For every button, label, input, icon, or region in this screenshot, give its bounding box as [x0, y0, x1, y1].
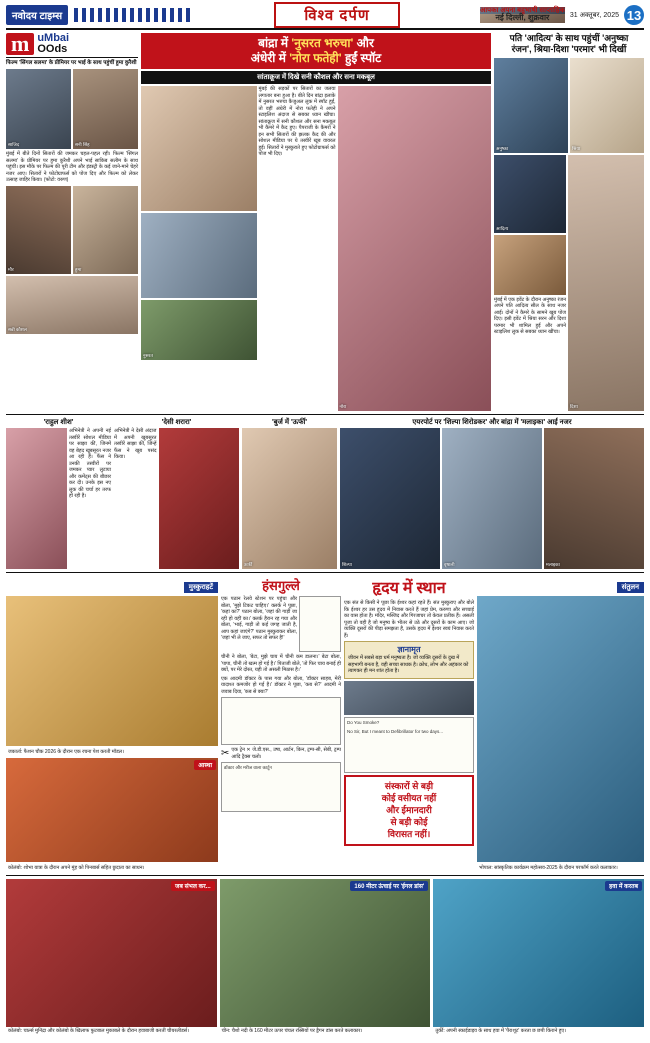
- photo-celeb-c: [141, 300, 257, 360]
- headline-post-2: हुईं स्पॉट: [341, 51, 382, 65]
- joke-3-text: एक आदमी डॉक्टर के पास गया और बोला, 'डॉक्टर साहब, मेरी यादाश्त कमजोर हो गई है।' डॉक्टर ने पूछा, 'कब से?' आदमी ने जवाब दिया, 'कब से क्या?': [221, 675, 341, 695]
- photo-jakarta-model: [6, 596, 218, 746]
- right-lower: [494, 155, 644, 412]
- feature-title: 'बुर्ज में 'ऊर्फी': [272, 419, 307, 426]
- joke-2-text: चीनी ने बोला, 'बेटा, मुझे चाय में चीनी कम डालना।' बेटा बोला, 'पापा, चीनी तो खत्म हो गई है।' पिताजी बोले, 'तो फिर चाय बनाई ही क्यों, पर मेरे दोस्त, यही तो असली मिठास है।': [221, 654, 341, 673]
- photo-caption-name: अनुष्का: [496, 145, 509, 151]
- publication-place: नई दिल्ली, शुक्रवार: [480, 14, 565, 23]
- photo-malaika: [544, 428, 644, 569]
- quote-line-1: संस्कारों से बड़ी: [384, 780, 434, 791]
- photo-shilpa: [340, 428, 440, 569]
- photo-sunny-singh: [73, 69, 138, 149]
- main-headline: [141, 33, 491, 69]
- quote-line-5: विरासत नहीं।: [387, 829, 431, 840]
- row-bottom-photos: [6, 875, 644, 1035]
- feature-urfi: [242, 418, 337, 569]
- caption-dragon-dance: चीन: चैशो नदी के 160 मीटर ऊपर चंचल रस्सियों पर ड्रैगन डांस करते कलाकार।: [220, 1027, 431, 1035]
- right-headline-line-2: रंजन', श्रिया-दिशा 'परमार' भी दिखीं: [511, 44, 627, 55]
- caption-cheerleaders: कोलंबो: चार्ल्स मुनिंद्रा और कोलंबो के खिलाफ फुटबाल मुकाबले के दौरान हवाबाजी करतीं चीयरलीडर्स।: [6, 1027, 217, 1035]
- brand-line-1: uMbai: [37, 32, 70, 44]
- photo-extra-1: [494, 235, 566, 295]
- photo-disha: [568, 155, 644, 412]
- cartoon-3: [221, 762, 341, 812]
- photo-caption-name: वृषाली: [444, 562, 455, 567]
- aastha-block: [6, 758, 218, 862]
- cartoon-smoke-question: Do You Smoke?: [347, 719, 380, 725]
- hriday-body: एक संत से किसी ने पूछा कि ईश्वर कहां रहते हैं। संत मुस्कुराए और बोले कि ईश्वर हर उस हृदय में निवास करते हैं जहां प्रेम, करुणा और सच्चाई का वास होता है। मंदिर, मस्जिद और गिरजाघर तो केवल प्रतीक हैं। असली पूजा तो वही है जो मनुष्य के भीतर से उठे और दूसरों के काम आए। जो व्यक्ति दूसरों की पीड़ा समझता है, उसके हृदय में ईश्वर स्वयं निवास करते हैं।: [344, 600, 474, 639]
- photo-cheerleaders: [6, 879, 217, 1027]
- right-photo-grid-1: [494, 58, 644, 153]
- photo-shriya: [570, 58, 644, 153]
- caption-jakarta: जकार्ता: फैशन चौक 2026 के दौरान एक रचना पेश करती मॉडल।: [6, 748, 218, 756]
- gyanamrit-title: ज्ञानामृत: [397, 645, 421, 654]
- section-title: विश्व दर्पण: [274, 2, 399, 28]
- column-hriday: [344, 576, 474, 872]
- page-number: 13: [624, 5, 644, 25]
- photo-huma: [73, 186, 138, 274]
- headline-pre-2: अंधेरी में: [250, 51, 290, 65]
- photo-gyan-illustration: [344, 681, 474, 715]
- decorative-stripes: [74, 8, 194, 22]
- publication-logo: नवोदय टाइम्स: [6, 5, 68, 25]
- main-text-col: [259, 86, 336, 411]
- train-strip-wrap: [221, 747, 341, 760]
- column-hansgulle: [221, 576, 341, 872]
- quote-line-4: से बड़ी कोई: [390, 817, 428, 828]
- column-mumbai-moods: [6, 33, 138, 411]
- main-body-text: मुंबई की सड़कों पर सितारों का जलवा लगातार बना हुआ है। बीते दिन बांद्रा इलाके में नुसरत भरुचा कैजुअल लुक में स्पॉट हुईं, तो वहीं अंधेरी में नोरा फतेही ने अपने स्टाइलिश अंदाज से सबका ध्यान खींचा। सांताक्रूज में सनी कौशल और सना मकबूल भी कैमरे में कैद हुए। पैपराजी के कैमरों ने इन सभी सितारों की झलक कैद की और सोशल मीडिया पर ये तस्वीरें खूब वायरल हुईं। सितारों ने मुस्कुराते हुए फोटोग्राफर्स को पोज भी दिए।: [258, 86, 336, 157]
- photo-aditya: [494, 155, 566, 233]
- photo-caption-name: मौर: [8, 266, 14, 272]
- headline-line-2: [145, 51, 487, 66]
- scissors-icon: ✂: [221, 748, 230, 759]
- gyanamrit-box: [344, 641, 474, 679]
- feature-body: अभिनेत्री ने अपनी नई तस्वीरें सोशल मीडिया पर साझा कीं, जिनमें वह बेहद खूबसूरत नजर आ रही हैं। फैंस ने उनकी तस्वीरों पर जमकर प्यार लुटाया और कमेंट्स की बौछार कर दी। उनके इस नए लुक की चर्चा हर तरफ हो रही है।: [69, 428, 111, 499]
- quote-box: [344, 775, 474, 846]
- label-eagle-dance: 160 मीटर ऊंचाई पर 'ईगल डांस': [350, 881, 428, 891]
- main-photo-row: [141, 86, 491, 411]
- masthead: [6, 4, 644, 30]
- publication-info: [480, 7, 565, 23]
- photo-feature-1: [6, 428, 67, 569]
- publication-tagline: आपका अपना बहुभाषी साप्ताहिक: [479, 6, 565, 14]
- feature-airport: [340, 418, 644, 569]
- photo-caption-name: सन्नी कौशल: [8, 326, 27, 332]
- left-body-text: मुंबई में बीते दिनों सितारों की जमकर चहल-पहल रही। फिल्म 'सिंगल सलमा' के प्रीमियर पर हुमा कुरैशी अपने भाई साकिब सलीम के साथ पहुंचीं। इस मौके पर फिल्म की पूरी टीम और इंडस्ट्री के कई जाने-माने चेहरे नजर आए। सितारों ने फोटोग्राफर्स को पोज दिए और फिल्म को लेकर उत्साह जाहिर किया। (फोटो: वरुण): [6, 151, 138, 184]
- photo-aastha: [6, 758, 218, 862]
- photo-nora-fatehi: [338, 86, 492, 411]
- cartoon-smoke: [344, 717, 474, 773]
- column-main-story: [141, 33, 491, 411]
- column-santulan: [477, 576, 644, 872]
- caption-parachute: तुर्की: अपनी स्काईडाइव के साथ हवा में 'पैराशूट' करता छ छपी किराने हुए।: [433, 1027, 644, 1035]
- bottom-cell-parachute: [433, 879, 644, 1035]
- label-aastha: आस्था: [194, 760, 216, 770]
- photo-caption-name: ऊर्फी: [244, 562, 253, 567]
- right-headline-line-1: पति 'आदित्य' के साथ पहुंचीं 'अनुष्का: [509, 33, 629, 43]
- right-body-text: मुंबई में एक इवेंट के दौरान अनुष्का रंजन अपने पति आदित्य सील के साथ नजर आईं। दोनों ने कैमरे के सामने खूब पोज दिए। इसी इवेंट में श्रिया सरन और दिशा परमार भी शामिल हुईं और अपने स्टाइलिश लुक से सबका ध्यान खींचा।: [494, 296, 566, 335]
- photo-caption-name: हुमा: [75, 266, 82, 272]
- photo-sunny-kaushal: [6, 276, 138, 334]
- label-hawa-me-kartab: हवा में करतब: [605, 881, 642, 891]
- right-headline: [494, 33, 644, 56]
- feature-title: 'राहुल शीश': [43, 419, 74, 426]
- cartoon-1: [299, 596, 341, 652]
- photo-caption-name: दिशा: [570, 404, 578, 409]
- feature-rahul-sheesh: [6, 418, 111, 569]
- headline-post-1: और: [353, 36, 374, 50]
- main-left-stack: [141, 86, 257, 411]
- feature-body-wrap: [114, 428, 239, 569]
- headline-line-1: [145, 36, 487, 51]
- left-lead-text: फिल्म 'सिंगल सलमा' के प्रीमियर पर भाई के साथ पहुंचीं हुमा कुरैशी: [6, 60, 137, 66]
- muskurahat-label-wrap: [6, 576, 218, 594]
- headline-quote-2: 'नोरा फतेही': [289, 51, 342, 65]
- photo-caption-name: श्रिया: [572, 145, 581, 151]
- column-anushka-story: [494, 33, 644, 411]
- feature-desi-sharara: [114, 418, 239, 569]
- photo-caption-name: सनी सिंह: [75, 142, 90, 148]
- hriday-title: हृदय में स्थान: [372, 580, 446, 597]
- caption-bhopal: भोपाल: सांस्कृतिक कार्यक्रम महोत्सव-2025 के दौरान परफॉर्म करते कलाकार।: [477, 864, 644, 872]
- cartoon-2-ambulance: [221, 697, 341, 745]
- label-muskurahat: मुस्कुराहटें: [184, 582, 218, 593]
- row-photo-features: [6, 414, 644, 569]
- row-celebrity-spotted: [6, 33, 644, 411]
- left-photo-grid-2: [6, 186, 138, 274]
- cartoon-smoke-answer: No Sir, But I meant to Defibrillator for two days...: [347, 729, 444, 735]
- quote-line-2: कोई वसीयत नहीं: [381, 793, 437, 804]
- photo-caption-name: साजिद: [8, 142, 20, 148]
- headline-pre-1: बांद्रा में: [258, 36, 292, 50]
- hansgulle-title: हंसगुल्ले: [262, 578, 300, 593]
- joke1-wrap: [221, 596, 341, 652]
- photo-anushka: [494, 58, 568, 153]
- right-lower-left: [494, 155, 566, 412]
- quote-line-3: और ईमानदारी: [386, 805, 432, 816]
- main-subheadline: सांताक्रूज में दिखे सनी कौशल और सना मकबूल: [141, 71, 491, 84]
- photo-caption-name: शिल्पा: [342, 562, 352, 567]
- airport-photo-row: [340, 428, 644, 569]
- train-strip-text: एक ट्रेन ✕ जे.डी.एस., उषा, आर्टन, किन, ट्रम्प-सी, सेबी, ट्रम्प आदि ट्रैक्स चलो।: [231, 747, 341, 760]
- mumbai-moods-logo: [6, 33, 138, 58]
- photo-urfi: [242, 428, 337, 569]
- feature-title: 'देसी शरारा': [161, 419, 192, 426]
- headline-quote-1: 'नुसरत भरुचा': [291, 36, 354, 50]
- feature-body-wrap: [6, 428, 111, 569]
- joke-1-text: एक पठान रेलवे स्टेशन पर पहुंचा और बोला, 'मुझे टिकट चाहिए।' क्लर्क ने पूछा, 'कहां का?' पठान बोला, 'जहां की गाड़ी जा रही हो वहीं का।' क्लर्क हैरान रह गया और बोला, 'भाई, गाड़ी तो कई जगह जाती है, आप कहां जाएंगे?' पठान मुस्कुराकर बोला, 'जहां भी ले जाए, सफर तो सफर है!': [221, 596, 297, 641]
- label-santulan: संतुलन: [617, 582, 644, 593]
- column-muskurahat: [6, 576, 218, 872]
- photo-vrishali: [442, 428, 542, 569]
- row-features-humor-spiritual: [6, 572, 644, 872]
- photo-caption-name: आदित्य: [496, 225, 509, 231]
- feature-body: अभिनेत्री ने देसी अंदाज में अपनी खूबसूरत तस्वीरें साझा कीं, जिन्हें फैंस ने खूब पसंद किया।: [114, 428, 157, 460]
- gyanamrit-body: जीवन में सबसे बड़ा धर्म मनुष्यता है। जो व्यक्ति दूसरों के दुख में सहभागी बनता है, वही सच्चा साधक है। क्रोध, लोभ और अहंकार को त्यागकर ही मन शांत होता है।: [348, 655, 469, 675]
- photo-caption-name: नुसरत: [143, 353, 153, 358]
- photo-feature-2: [159, 428, 240, 569]
- m-badge: m: [6, 33, 34, 55]
- brand-line-2: OOds: [37, 43, 68, 55]
- caption-colombo-ritual: कोलंबो: शोभा यात्रा के दौरान अपने मुंह को पिनबार्स सहित छुदाता का साधन।: [6, 864, 218, 872]
- photo-celeb-a: [141, 86, 257, 211]
- issue-date: 31 अक्तूबर, 2025: [569, 11, 619, 19]
- label-jab-sambhal-kar: जब संभल कर...: [171, 881, 215, 891]
- photo-caption-name: मलाइका: [546, 562, 560, 567]
- feature-title: एयरपोर्ट पर 'शिल्पा शिरोडकर' और बांद्रा में 'मलाइका' आई नजर: [412, 419, 572, 426]
- photo-celeb-b: [141, 213, 257, 298]
- photo-bhopal-performers: [477, 596, 644, 862]
- section-title-wrap: [200, 2, 474, 28]
- mumbai-moods-text: [37, 33, 69, 55]
- bottom-cell-dragon-dance: [220, 879, 431, 1035]
- left-photo-grid: [6, 69, 138, 149]
- photo-sajid: [6, 69, 71, 149]
- photo-maur: [6, 186, 71, 274]
- bottom-cell-cheerleaders: [6, 879, 217, 1035]
- photo-parachute: [433, 879, 644, 1027]
- photo-caption-name: नोरा: [339, 404, 347, 409]
- santulan-label-wrap: [477, 576, 644, 594]
- cartoon-row: [221, 762, 341, 812]
- photo-dragon-dance: [220, 879, 431, 1027]
- masthead-right: [480, 5, 644, 25]
- cartoon-3-caption: डॉक्टर और मरीज वाला कार्टून: [224, 765, 272, 770]
